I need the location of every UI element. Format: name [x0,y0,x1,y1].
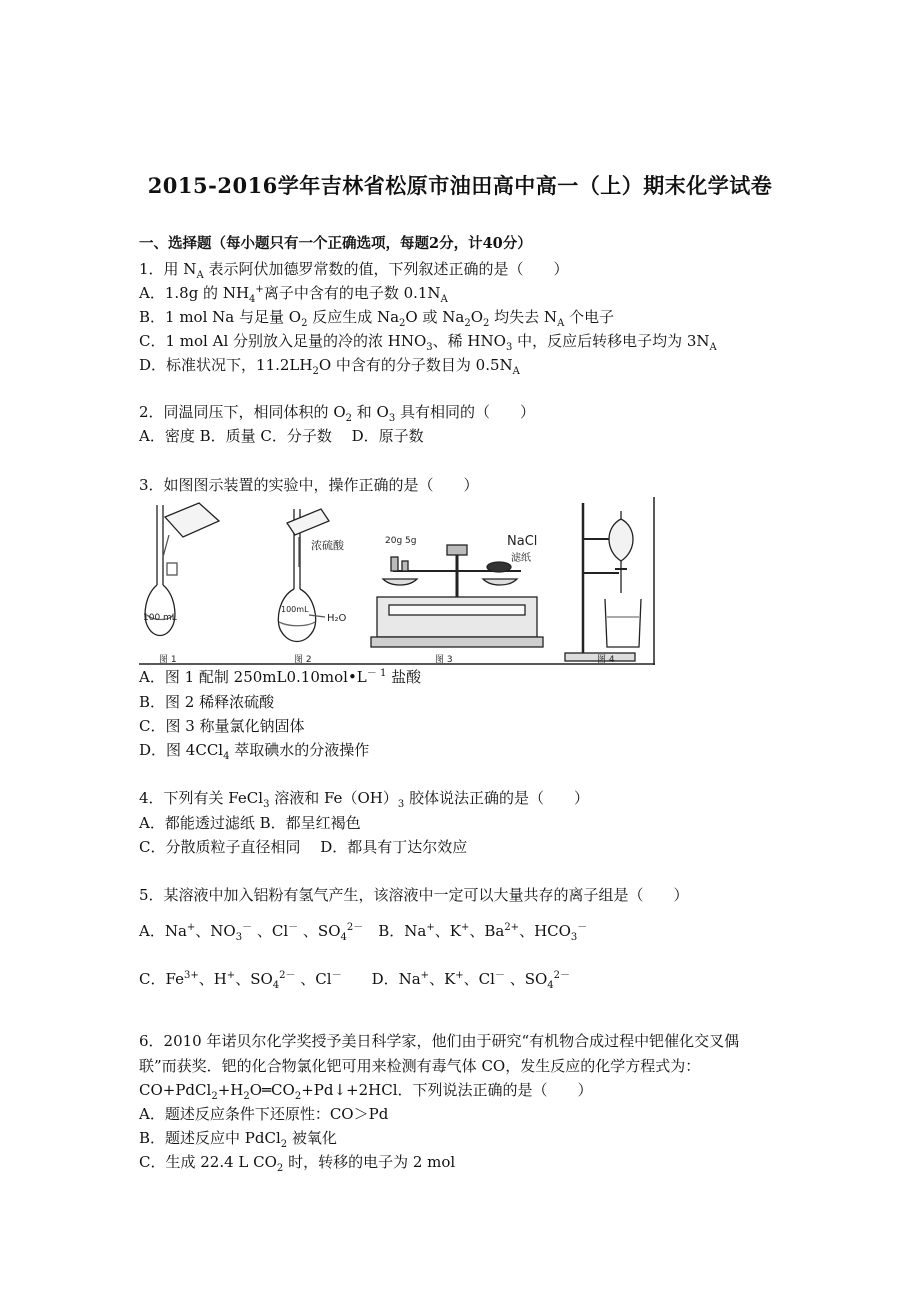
q1-option-c: C．1 mol Al 分别放入足量的冷的浓 $HNO_3$、稀 $HNO_3$ 中，反应后转移电子均为 $3N_A$ [139,332,717,353]
q5-stem: 5．某溶液中加入铝粉有氢气产生，该溶液中一定可以大量共存的离子组是（ ） [139,886,689,904]
section-heading: 一、选择题（每小题只有一个正确选项，每题2分，计40分） [139,235,532,252]
q6-option-c: C．生成 22.4 L $CO_2$ 时，转移的电子为 2 mol [139,1153,456,1174]
q1-option-a: A．1.8g 的 $NH_4^+$离子中含有的电子数 $0.1N_A$ [139,284,448,305]
fig2-dilution-icon [278,509,329,642]
page-title: 2015-2016学年吉林省松原市油田高中高一（上）期末化学试卷 [147,173,773,198]
fig3-nacl-label: NaCl [507,534,538,549]
q2-stem: 2．同温同压下，相同体积的 $O_2$ 和 $O_3$ 具有相同的（ ） [139,403,535,424]
q3-option-d: D．图 4CCl$_4$ 萃取碘水的分液操作 [139,741,370,762]
q6-option-a: A．题述反应条件下还原性：CO＞Pd [139,1105,389,1123]
q1-option-b: B．1 mol Na 与足量 $O_2$ 反应生成 $Na_2O$ 或 $Na_2O_2$ 均失去 $N_A$ 个电子 [139,308,615,329]
fig4-separatory-funnel-icon [565,503,641,661]
fig1-caption: 图 1 [159,655,177,665]
q1-stem: 1．用 $N_A$ 表示阿伏加德罗常数的值，下列叙述正确的是（ ） [139,260,569,281]
q3-option-c: C．图 3 称量氯化钠固体 [139,717,305,735]
q5-options-cd: C．$Fe^{3+}$、H+、$SO_4^{2-}$ 、Cl－ D．Na+、K+、Cl－ 、$SO_4^{2-}$ [139,970,571,991]
fig1-flask-label: 100 mL [143,613,177,623]
fig2-acid-label: 浓硫酸 [311,539,344,552]
q4-options-cd: C．分散质粒子直径相同 D．都具有丁达尔效应 [139,838,468,856]
fig4-caption: 图 4 [597,655,615,665]
q3-stem: 3．如图图示装置的实验中，操作正确的是（ ） [139,476,479,494]
q3-option-b: B．图 2 稀释浓硫酸 [139,693,275,711]
q6-option-b: B．题述反应中 PdCl$_2$ 被氧化 [139,1129,337,1150]
q6-line-1: 6．2010 年诺贝尔化学奖授予美日科学家，他们由于研究“有机物合成过程中钯催化交叉偶 [139,1032,740,1050]
fig3-paper-label: 滤纸 [511,553,531,564]
q6-line-3: $CO+PdCl_2+H_2O═CO_2+Pd↓+2HCl$．下列说法正确的是（ ） [139,1081,593,1102]
q1-option-d: D．标准状况下，$11.2LH_2O$ 中含有的分子数目为 $0.5N_A$ [139,356,520,377]
q4-options-ab: A．都能透过滤纸 B．都呈红褐色 [139,814,361,832]
q2-options: A．密度 B．质量 C．分子数 D．原子数 [139,427,424,445]
fig3-caption: 图 3 [435,655,453,665]
fig3-weights-label: 20g 5g [385,536,417,546]
q6-line-2: 联”而获奖．钯的化合物氯化钯可用来检测有毒气体 CO，发生反应的化学方程式为： [139,1057,701,1075]
q5-options-ab: A．Na+、$NO_3^-$ 、Cl－ 、$SO_4^{2-}$ B．Na+、K+、$Ba^{2+}$、$HCO_3^-$ [139,922,588,943]
q3-apparatus-figure [139,497,655,665]
fig2-water-label: H₂O [327,613,347,624]
q3-option-a: A．图 1 配制 $250mL0.10mol•L^{- 1}$ 盐酸 [139,668,422,686]
fig2-caption: 图 2 [294,655,312,665]
fig2-flask-label: 100mL [281,605,309,614]
q4-stem: 4．下列有关 FeCl$_3$ 溶液和 $Fe(OH)_3$ 胶体说法正确的是（ ） [139,789,589,810]
